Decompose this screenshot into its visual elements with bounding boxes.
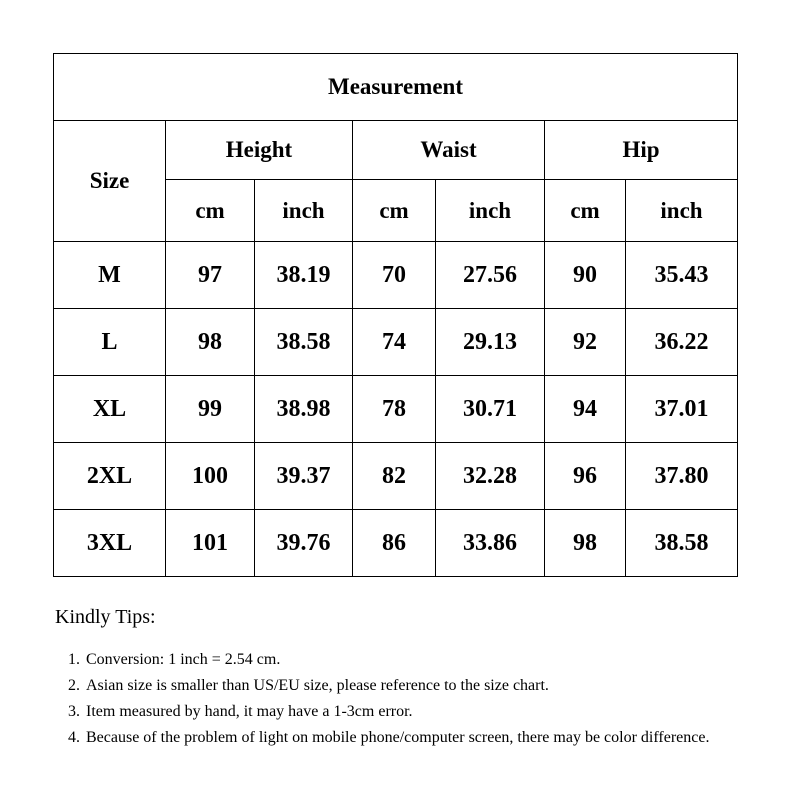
measurement-cell: 97 [166, 242, 255, 309]
measurement-cell: 27.56 [436, 242, 545, 309]
tip-item: 4. Because of the problem of light on mobile phone/computer screen, there may be color difference. [84, 725, 745, 751]
size-header: Size [54, 121, 166, 242]
table-row [54, 443, 738, 510]
tips-title: Kindly Tips: [55, 606, 156, 628]
measurement-cell: 96 [545, 443, 626, 510]
measurement-cell: 29.13 [436, 309, 545, 376]
measurement-cell: 92 [545, 309, 626, 376]
measurement-cell: 35.43 [626, 242, 738, 309]
measurement-cell: 37.01 [626, 376, 738, 443]
table-row [54, 309, 738, 376]
measurement-cell: 86 [353, 510, 436, 577]
tip-item: 2. Asian size is smaller than US/EU size, please reference to the size chart. [84, 673, 745, 699]
measurement-cell: 101 [166, 510, 255, 577]
tip-item: 1. Conversion: 1 inch = 2.54 cm. [84, 647, 745, 673]
measurement-cell: 32.28 [436, 443, 545, 510]
group-header-hip: Hip [545, 121, 738, 180]
table-title: Measurement [54, 54, 738, 121]
measurement-cell: 99 [166, 376, 255, 443]
unit-header: inch [626, 180, 738, 242]
group-header-height: Height [166, 121, 353, 180]
measurement-cell: 98 [166, 309, 255, 376]
group-header-waist: Waist [353, 121, 545, 180]
measurement-cell: 36.22 [626, 309, 738, 376]
measurement-cell: 39.76 [255, 510, 353, 577]
measurement-cell: 38.98 [255, 376, 353, 443]
measurement-cell: 30.71 [436, 376, 545, 443]
table-row [54, 376, 738, 443]
unit-header: inch [255, 180, 353, 242]
measurement-cell: 98 [545, 510, 626, 577]
kindly-tips [55, 606, 745, 751]
measurement-cell: 74 [353, 309, 436, 376]
measurement-cell: 82 [353, 443, 436, 510]
measurement-cell: 33.86 [436, 510, 545, 577]
measurement-cell: 38.58 [255, 309, 353, 376]
group-header-row [54, 121, 738, 180]
tips-list [55, 647, 745, 751]
measurement-cell: 39.37 [255, 443, 353, 510]
size-cell: XL [54, 376, 166, 443]
size-cell: 2XL [54, 443, 166, 510]
measurement-cell: 100 [166, 443, 255, 510]
measurement-cell: 38.19 [255, 242, 353, 309]
size-cell: 3XL [54, 510, 166, 577]
size-cell: L [54, 309, 166, 376]
measurement-cell: 78 [353, 376, 436, 443]
unit-header: inch [436, 180, 545, 242]
unit-header: cm [353, 180, 436, 242]
measurement-cell: 94 [545, 376, 626, 443]
size-chart-table [53, 53, 738, 577]
measurement-cell: 37.80 [626, 443, 738, 510]
measurement-cell: 90 [545, 242, 626, 309]
table-row [54, 510, 738, 577]
size-cell: M [54, 242, 166, 309]
unit-header: cm [545, 180, 626, 242]
tip-item: 3. Item measured by hand, it may have a 1-3cm error. [84, 699, 745, 725]
measurement-cell: 38.58 [626, 510, 738, 577]
table-row [54, 242, 738, 309]
table-title-row [54, 54, 738, 121]
unit-header: cm [166, 180, 255, 242]
measurement-cell: 70 [353, 242, 436, 309]
